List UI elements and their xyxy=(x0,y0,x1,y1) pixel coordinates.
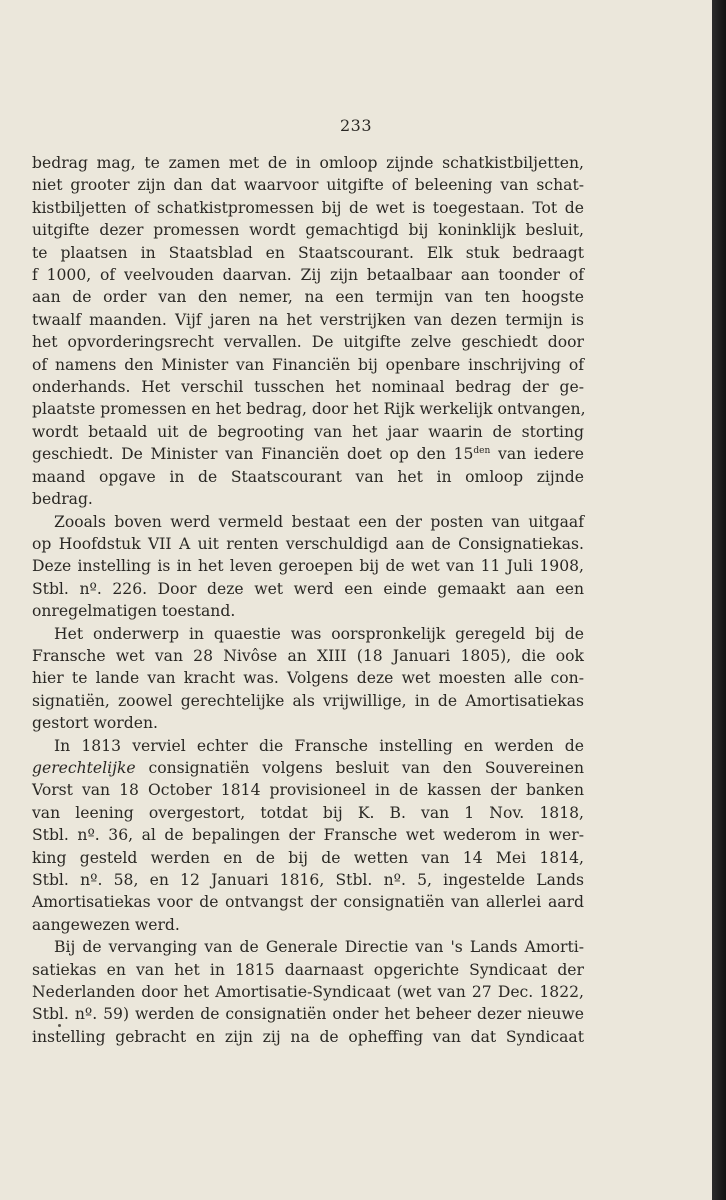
text-line: aangewezen werd. xyxy=(32,915,180,934)
text-line: Stbl. nº. 58, en 12 Januari 1816, Stbl. nº. 5, ingestelde Lands xyxy=(32,871,584,889)
text-line: Stbl. nº. 59) werden de consignatiën onder het beheer dezer nieuwe xyxy=(32,1005,584,1024)
text-segment: van iedere xyxy=(490,445,584,464)
text-line: Deze instelling is in het leven geroepen bij de wet van 11 Juli 1908, xyxy=(32,557,584,576)
text-line: aan de order van den nemer, na een termijn van ten hoogste xyxy=(32,288,584,307)
text-line: bedrag mag, te zamen met de in omloop zijnde schatkistbiljetten, xyxy=(32,154,584,172)
text-line: twaalf maanden. Vijf jaren na het verstrijken van dezen termijn is xyxy=(32,310,584,329)
text-line: kistbiljetten of schatkistpromessen bij de wet is toegestaan. Tot de xyxy=(32,198,584,217)
body-text xyxy=(32,152,584,1048)
text-line: maand opgave in de Staatscourant van het in omloop zijnde xyxy=(32,467,584,486)
italic-word: gerechtelijke xyxy=(32,758,136,777)
text-line: van leening overgestort, totdat bij K. B. van 1 Nov. 1818, xyxy=(32,803,584,822)
text-segment: consignatiën volgens besluit van den Souvereinen xyxy=(148,758,584,777)
text-line: instelling gebracht en zijn zij na de opheffing van dat Syndicaat xyxy=(32,1027,584,1046)
text-line: bedrag. xyxy=(32,490,93,509)
text-line: Nederlanden door het Amortisatie-Syndicaat (wet van 27 Dec. 1822, xyxy=(32,983,584,1002)
scan-edge xyxy=(712,0,726,1200)
text-line: gestort worden. xyxy=(32,714,158,733)
text-line: Het onderwerp in quaestie was oorspronkelijk geregeld bij de xyxy=(54,624,584,643)
text-line: f 1000, of veelvouden daarvan. Zij zijn betaalbaar aan toonder of xyxy=(32,266,584,285)
text-line xyxy=(32,757,584,779)
text-line xyxy=(32,443,584,465)
text-line: te plaatsen in Staatsblad en Staatscourant. Elk stuk bedraagt xyxy=(32,243,584,262)
paper-speck xyxy=(58,1024,61,1027)
text-line: wordt betaald uit de begrooting van het jaar waarin de storting xyxy=(32,422,584,441)
text-line: of namens den Minister van Financiën bij openbare inschrijving of xyxy=(32,355,584,374)
text-line: niet grooter zijn dan dat waarvoor uitgifte of beleening van schat- xyxy=(32,176,584,195)
text-line: Vorst van 18 October 1814 provisioneel in de kassen der banken xyxy=(32,781,584,800)
text-line: hier te lande van kracht was. Volgens deze wet moesten alle con- xyxy=(32,669,584,688)
text-line: Amortisatiekas voor de ontvangst der consignatiën van allerlei aard xyxy=(32,893,584,912)
text-line: plaatste promessen en het bedrag, door het Rijk werkelijk ontvangen, xyxy=(32,400,586,419)
text-line: Zooals boven werd vermeld bestaat een der posten van uitgaaf xyxy=(54,512,584,531)
text-line: onregelmatigen toestand. xyxy=(32,602,236,621)
text-line: uitgifte dezer promessen wordt gemachtigd bij koninklijk besluit, xyxy=(32,221,584,240)
text-line: Stbl. nº. 36, al de bepalingen der Fransche wet wederom in wer- xyxy=(32,826,584,845)
text-line: op Hoofdstuk VII A uit renten verschuldigd aan de Consignatiekas. xyxy=(32,534,584,553)
text-line: Fransche wet van 28 Nivôse an XIII (18 Januari 1805), die ook xyxy=(32,646,584,665)
text-line: king gesteld werden en de bij de wetten van 14 Mei 1814, xyxy=(32,848,584,867)
text-line: onderhands. Het verschil tusschen het nominaal bedrag der ge- xyxy=(32,378,584,397)
text-segment: geschiedt. De Minister van Financiën doet op den 15 xyxy=(32,445,474,464)
text-line: signatiën, zoowel gerechtelijke als vrijwillige, in de Amortisatiekas xyxy=(32,691,584,710)
text-line: In 1813 verviel echter die Fransche instelling en werden de xyxy=(54,736,584,755)
text-line: Bij de vervanging van de Generale Directie van 's Lands Amorti- xyxy=(54,938,584,957)
superscript-den: den xyxy=(473,446,491,457)
text-line: Stbl. nº. 226. Door deze wet werd een einde gemaakt aan een xyxy=(32,579,584,598)
page-number: 233 xyxy=(339,116,373,135)
text-line: satiekas en van het in 1815 daarnaast opgerichte Syndicaat der xyxy=(32,960,584,979)
text-line: het opvorderingsrecht vervallen. De uitgifte zelve geschiedt door xyxy=(32,333,584,352)
